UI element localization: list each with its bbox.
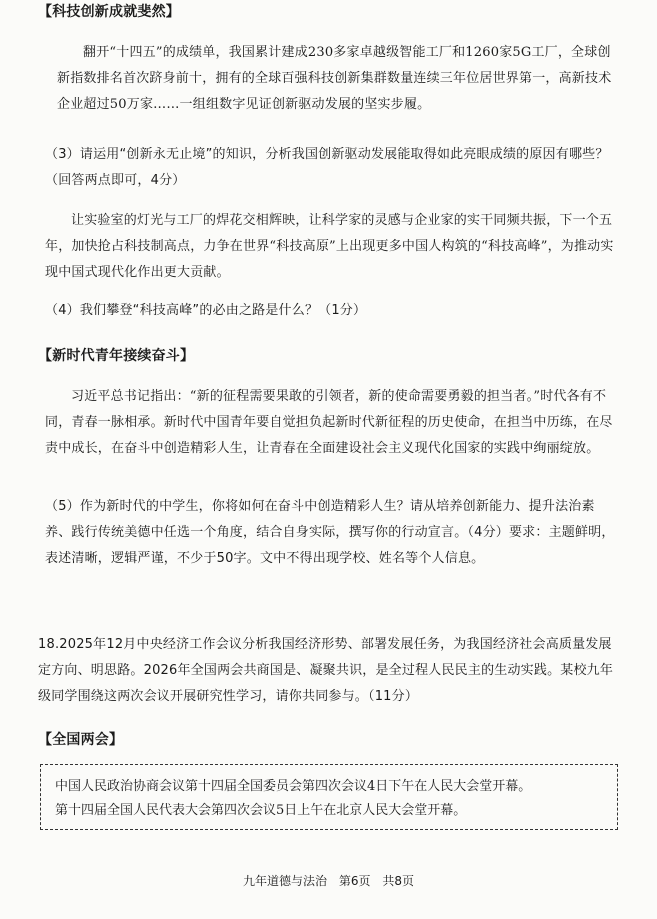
lianghui-heading: 【全国两会】 — [38, 732, 124, 748]
question-18: 18.2025年12月中央经济工作会议分析我国经济形势、部署发展任务，为我国经济社会高质量发展定方向、明思路。2026年全国两会共商国是、凝聚共识，是全过程人民民主的生动实践。某校九年级同学围绕这两次会议开展研究性学习，请你共同参与。（11分） — [38, 637, 614, 704]
question-4: （4）我们攀登“科技高峰”的必由之路是什么？（1分） — [45, 303, 367, 318]
lab-paragraph: 让实验室的灯光与工厂的焊花交相辉映，让科学家的灵感与企业家的实干同频共振，下一个五年，加快抢占科技制高点，力争在世界“科技高原”上出现更多中国人构筑的“科技高峰”，为推动实现中国式现代化作出更大贡献。 — [45, 213, 614, 280]
material-line-2: 第十四届全国人民代表大会第四次会议5日上午在北京人民大会堂开幕。 — [55, 803, 467, 818]
footer-page: 第6页 — [338, 874, 371, 888]
tech-heading: 【科技创新成就斐然】 — [38, 4, 180, 20]
material-line-1: 中国人民政治协商会议第十四届全国委员会第四次会议4日下午在人民大会堂开幕。 — [55, 779, 532, 794]
tech-paragraph: 翻开“十四五”的成绩单，我国累计建成230多家卓越级智能工厂和1260家5G工厂，全球创新指数排名首次跻身前十，拥有的全球百强科技创新集群数量连续三年位居世界第一，高新技术企业超过50万家……一组组数字见证创新驱动发展的坚实步履。 — [57, 45, 612, 112]
material-box — [40, 764, 618, 830]
footer-subject: 九年道德与法治 — [243, 874, 328, 888]
youth-heading: 【新时代青年接续奋斗】 — [38, 348, 195, 364]
question-3: （3）请运用“创新永无止境”的知识，分析我国创新驱动发展能取得如此亮眼成绩的原因有哪些？（回答两点即可，4分） — [45, 147, 609, 188]
footer-total: 共8页 — [382, 874, 414, 888]
question-5: （5）作为新时代的中学生，你将如何在奋斗中创造精彩人生？请从培养创新能力、提升法治素养、践行传统美德中任选一个角度，结合自身实际，撰写你的行动宣言。（4分）要求：主题鲜明，表述清晰，逻辑严谨，不少于50字。文中不得出现学校、姓名等个人信息。 — [45, 499, 615, 566]
youth-paragraph: 习近平总书记指出：“新的征程需要果敢的引领者，新的使命需要勇毅的担当者。”时代各有不同，青春一脉相承。新时代中国青年要自觉担负起新时代新征程的历史使命，在担当中历练，在尽责中成长，在奋斗中创造精彩人生，让青春在全面建设社会主义现代化国家的实践中绚丽绽放。 — [45, 389, 613, 456]
page-footer — [0, 872, 657, 889]
